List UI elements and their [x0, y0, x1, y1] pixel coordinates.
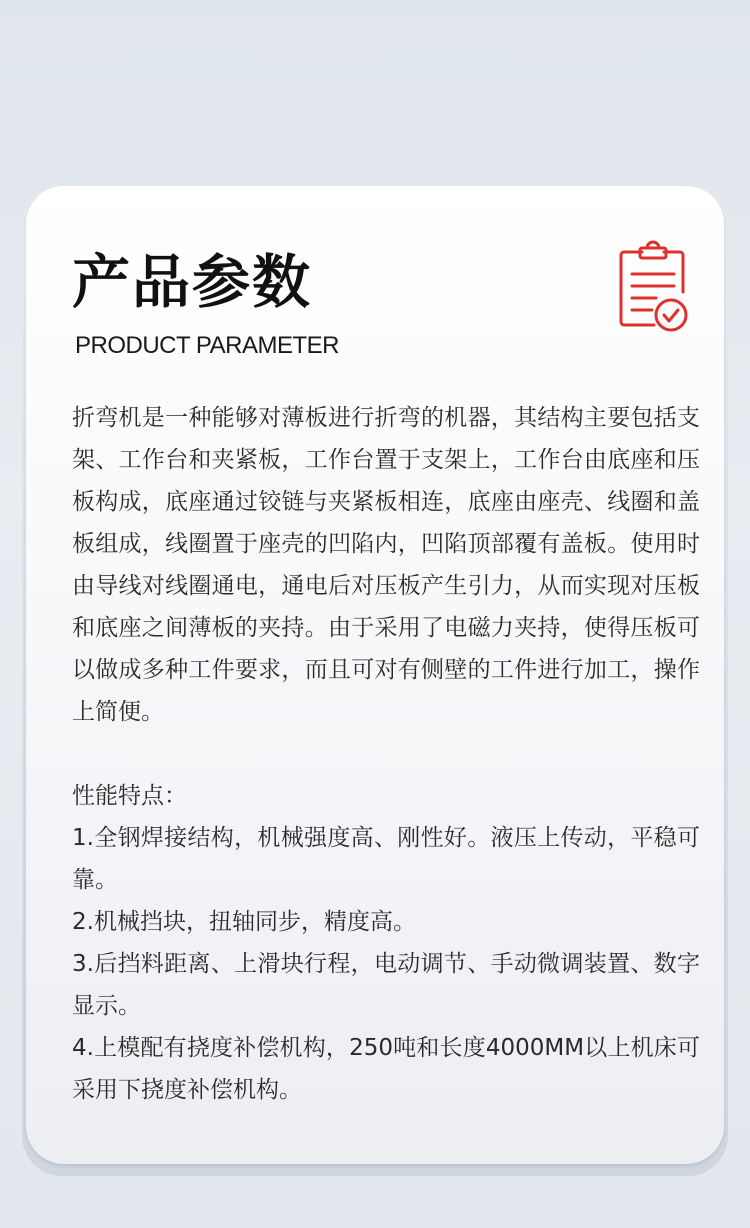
feature-item-3: 3.后挡料距离、上滑块行程，电动调节、手动微调装置、数字显示。 — [72, 951, 700, 1019]
page-title: 产品参数 — [72, 248, 313, 316]
content-body — [72, 397, 700, 1111]
page-subtitle: PRODUCT PARAMETER — [75, 332, 339, 359]
feature-item-1: 1.全钢焊接结构，机械强度高、刚性好。液压上传动，平稳可靠。 — [72, 825, 700, 893]
description-text: 折弯机是一种能够对薄板进行折弯的机器，其结构主要包括支架、工作台和夹紧板，工作台置于支架上，工作台由底座和压板构成，底座通过铰链与夹紧板相连，底座由座壳、线圈和盖板组成，线圈置于座壳的凹陷内，凹陷顶部覆有盖板。使用时由导线对线圈通电，通电后对压板产生引力，从而实现对压板和底座之间薄板的夹持。由于采用了电磁力夹持，使得压板可以做成多种工件要求，而且可对有侧壁的工件进行加工，操作上简便。 — [72, 405, 700, 725]
features-heading: 性能特点： — [72, 783, 187, 809]
clipboard-check-icon — [616, 240, 690, 334]
feature-item-4: 4.上模配有挠度补偿机构，250吨和长度4000MM以上机床可采用下挠度补偿机构。 — [72, 1035, 700, 1103]
feature-item-2: 2.机械挡块，扭轴同步，精度高。 — [72, 909, 416, 935]
